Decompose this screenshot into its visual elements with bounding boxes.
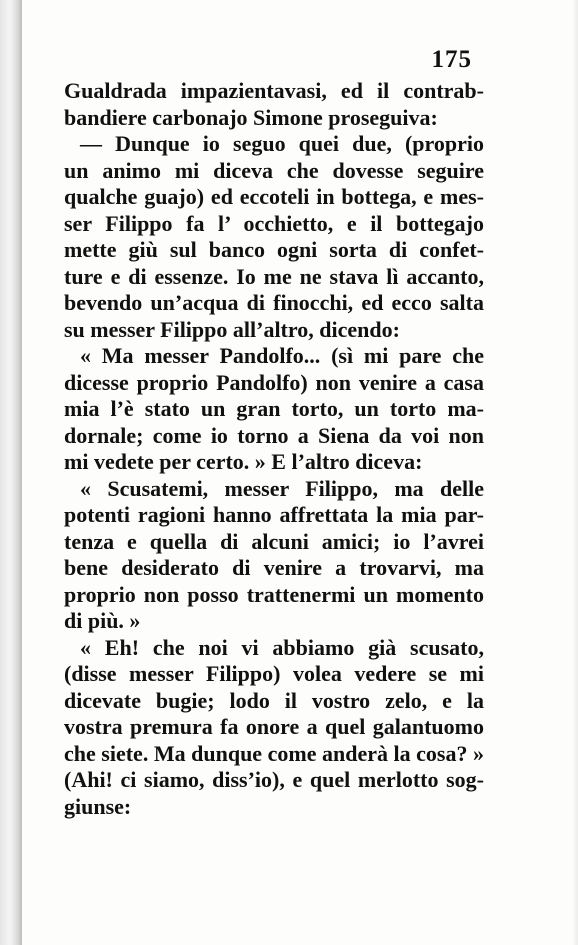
text-line: ser Filippo fa l’ occhietto, e il bottegajo bbox=[64, 210, 484, 236]
text-line: ture e di essenze. Io me ne stava lì accanto, bbox=[64, 263, 484, 289]
text-line: « Ma messer Pandolfo... (sì mi pare che bbox=[80, 343, 484, 368]
text-line: proprio non posso trattenermi un momento bbox=[64, 581, 484, 607]
text-line: giunse: bbox=[64, 793, 132, 819]
text-line: un animo mi diceva che dovesse seguire bbox=[64, 157, 484, 183]
page-number: 175 bbox=[431, 46, 472, 73]
text-line: vostra premura fa onore a quel galantuomo bbox=[64, 714, 484, 739]
text-line: mia l’è stato un gran torto, un torto ma- bbox=[64, 396, 484, 421]
text-line: (disse messer Filippo) volea vedere se mi bbox=[64, 661, 484, 686]
page-binding-edge bbox=[0, 0, 22, 945]
text-line: « Eh! che noi vi abbiamo già scusato, bbox=[80, 634, 484, 660]
text-line: che siete. Ma dunque come anderà la cosa? » bbox=[64, 740, 484, 766]
body-text bbox=[64, 78, 484, 820]
text-line: dicevate bugie; lodo il vostro zelo, e la bbox=[64, 687, 484, 713]
text-line: mi vedete per certo. » E l’altro diceva: bbox=[64, 449, 423, 474]
text-line: mette giù sul banco ogni sorta di confet- bbox=[64, 237, 484, 262]
text-line: dicesse proprio Pandolfo) non venire a casa bbox=[64, 369, 484, 395]
text-line: di più. » bbox=[64, 608, 141, 633]
text-line: su messer Filippo all’altro, dicendo: bbox=[64, 316, 400, 342]
text-line: bevendo un’acqua di finocchi, ed ecco salta bbox=[64, 290, 484, 315]
text-line: tenza e quella di alcuni amici; io l’avrei bbox=[64, 528, 484, 554]
text-line: bene desiderato di venire a trovarvi, ma bbox=[64, 555, 484, 580]
text-line: dornale; come io torno a Siena da voi non bbox=[64, 422, 484, 448]
text-line: (Ahi! ci siamo, diss’io), e quel merlotto sog- bbox=[64, 767, 484, 792]
text-line: — Dunque io seguo quei due, (proprio bbox=[80, 131, 484, 156]
text-line: potenti ragioni hanno affrettata la mia par- bbox=[64, 502, 484, 527]
text-line: qualche guajo) ed eccoteli in bottega, e mes- bbox=[64, 184, 484, 209]
text-line: « Scusatemi, messer Filippo, ma delle bbox=[80, 475, 484, 501]
text-line: Gualdrada impazientavasi, ed il contrab- bbox=[64, 78, 484, 103]
page-outer-edge bbox=[572, 0, 578, 945]
text-line: bandiere carbonajo Simone proseguiva: bbox=[64, 104, 438, 130]
